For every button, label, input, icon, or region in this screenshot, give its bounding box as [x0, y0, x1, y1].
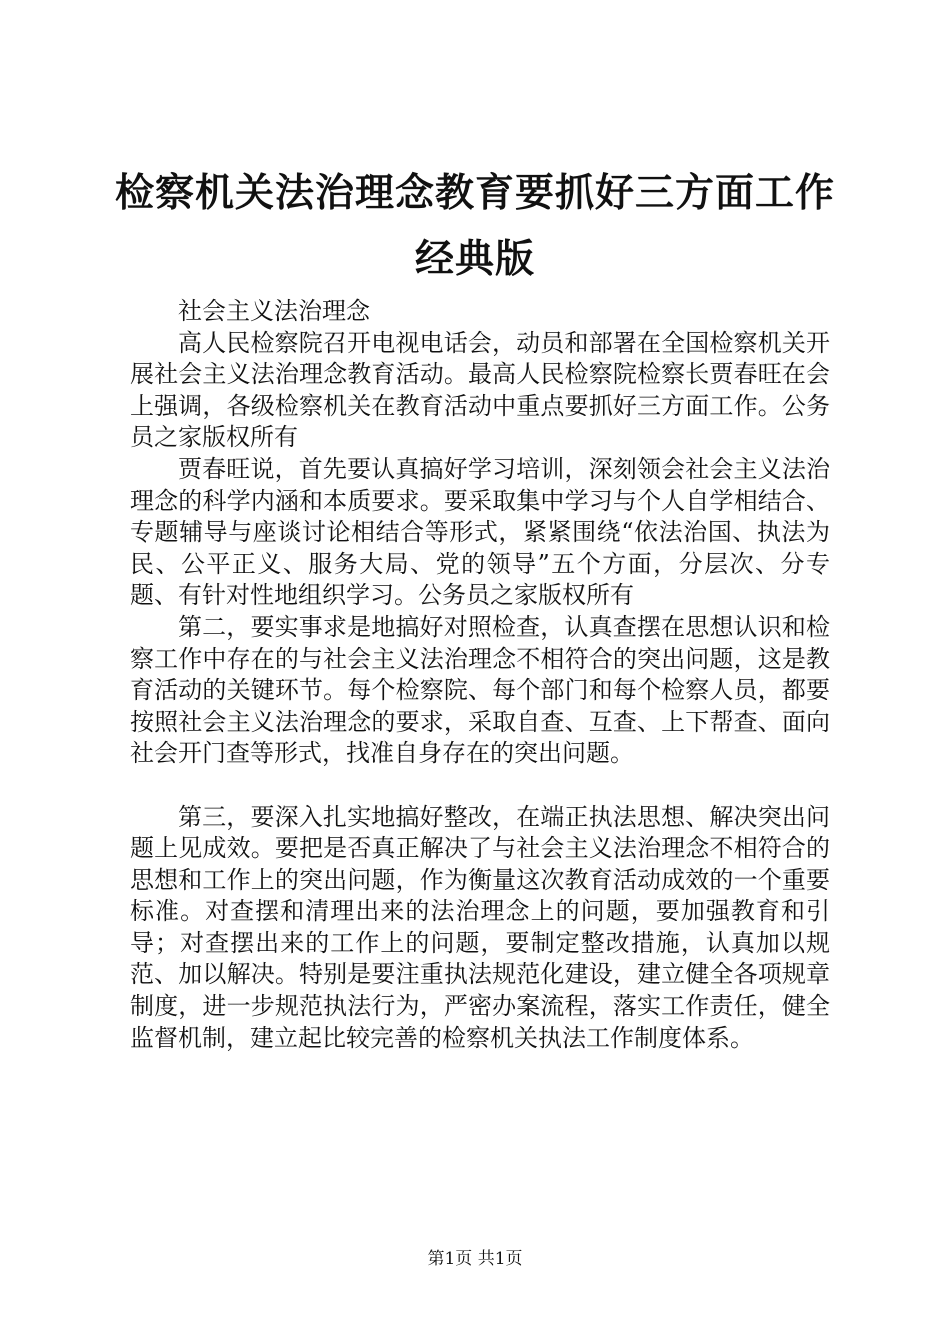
paragraph-first-point: 贾春旺说，首先要认真搞好学习培训，深刻领会社会主义法治理念的科学内涵和本质要求。要采取集中学习与个人自学相结合、专题辅导与座谈讨论相结合等形式，紧紧围绕“依法治国、执法为民、公平正义、服务大局、党的领导”五个方面，分层次、分专题、有针对性地组织学习。公务员之家版权所有 — [130, 454, 830, 610]
document-title: 检察机关法治理念教育要抓好三方面工作经典版 — [114, 170, 835, 282]
document-body — [130, 296, 830, 1054]
page-number-footer: 第1页 共1页 — [427, 1249, 523, 1269]
paragraph-third-point: 第三，要深入扎实地搞好整改，在端正执法思想、解决突出问题上见成效。要把是否真正解决了与社会主义法治理念不相符合的思想和工作上的突出问题，作为衡量这次教育活动成效的一个重要标准。对查摆和清理出来的法治理念上的问题，要加强教育和引导；对查摆出来的工作上的问题，要制定整改措施，认真加以规范、加以解决。特别是要注重执法规范化建设，建立健全各项规章制度，进一步规范执法行为，严密办案流程，落实工作责任，健全监督机制，建立起比较完善的检察机关执法工作制度体系。 — [130, 802, 830, 1052]
paragraph-intro: 高人民检察院召开电视电话会，动员和部署在全国检察机关开展社会主义法治理念教育活动。最高人民检察院检察长贾春旺在会上强调，各级检察机关在教育活动中重点要抓好三方面工作。公务员之家版权所有 — [130, 328, 830, 452]
paragraph-subtitle: 社会主义法治理念 — [178, 297, 370, 325]
paragraph-second-point: 第二，要实事求是地搞好对照检查，认真查摆在思想认识和检察工作中存在的与社会主义法治理念不相符合的突出问题，这是教育活动的关键环节。每个检察院、每个部门和每个检察人员，都要按照社会主义法治理念的要求，采取自查、互查、上下帮查、面向社会开门查等形式，找准自身存在的突出问题。 — [130, 612, 830, 768]
